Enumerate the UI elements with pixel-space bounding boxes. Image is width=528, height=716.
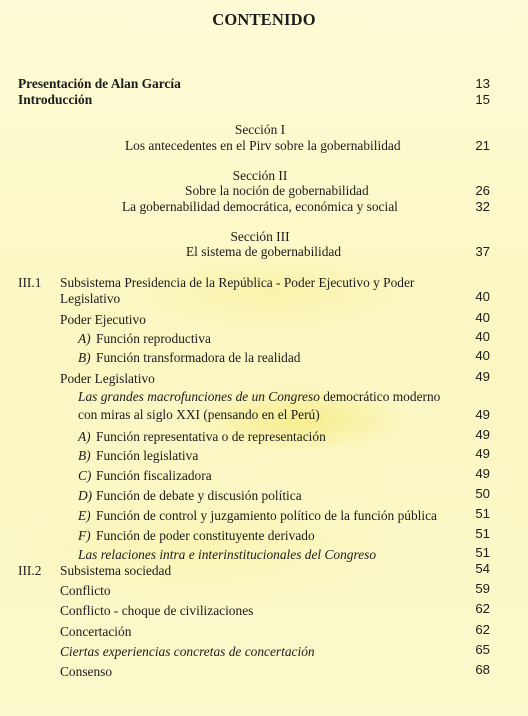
- toc-page-funcion-legislativa: 49: [475, 446, 490, 461]
- subsection-title-III2: Subsistema sociedad: [60, 563, 172, 578]
- section-3-page-1: 37: [475, 244, 490, 259]
- subsection-number-III2: III.2: [18, 563, 42, 578]
- subsection-title-III1-line2: Legislativo: [60, 291, 121, 306]
- toc-page-funcion-debate: 50: [475, 486, 490, 501]
- section-1-heading: Sección I: [234, 122, 286, 137]
- section-1-entry-1: Los antecedentes en el Pirv sobre la gobernabilidad: [125, 138, 401, 153]
- toc-page-concertacion: 62: [475, 622, 490, 637]
- subsection-page-III1: 40: [475, 289, 490, 304]
- section-2-page-1: 26: [475, 183, 490, 198]
- toc-page-poder-ejecutivo: 40: [475, 310, 490, 325]
- toc-page-funcion-transformadora: 40: [475, 348, 490, 363]
- toc-entry-funcion-debate: D) Función de debate y discusión política: [78, 488, 302, 503]
- toc-entry-introduccion: Introducción: [18, 92, 93, 107]
- toc-page-funcion-representativa: 49: [475, 427, 490, 442]
- section-3-heading: Sección III: [230, 229, 290, 244]
- section-1-page-1: 21: [475, 138, 490, 153]
- toc-entry-funcion-reproductiva: A) Función reproductiva: [78, 331, 211, 346]
- toc-page-poder-constituyente: 51: [475, 526, 490, 541]
- toc-entry-macrofunciones-line1: Las grandes macrofunciones de un Congreso democrático moderno: [78, 389, 441, 404]
- toc-entry-concertacion: Concertación: [60, 624, 132, 639]
- toc-page-macrofunciones: 49: [475, 407, 490, 422]
- toc-entry-conflicto-choque: Conflicto - choque de civilizaciones: [60, 603, 254, 618]
- toc-entry-funcion-fiscalizadora: C) Función fiscalizadora: [78, 468, 212, 483]
- toc-entry-presentacion: Presentación de Alan García: [18, 76, 181, 91]
- toc-entry-funcion-representativa: A) Función representativa o de representación: [78, 429, 326, 444]
- toc-entry-funcion-legislativa: B) Función legislativa: [78, 448, 199, 463]
- toc-page-consenso: 68: [475, 662, 490, 677]
- toc-entry-conflicto: Conflicto: [60, 583, 111, 598]
- toc-page-relaciones: 51: [475, 545, 490, 560]
- toc-page-conflicto-choque: 62: [475, 601, 490, 616]
- toc-page-experiencias: 65: [475, 642, 490, 657]
- page-title: CONTENIDO: [212, 10, 316, 29]
- toc-page-funcion-fiscalizadora: 49: [475, 466, 490, 481]
- section-2-entry-2: La gobernabilidad democrática, económica y social: [122, 199, 398, 214]
- section-2-page-2: 32: [475, 199, 490, 214]
- subsection-page-III2: 54: [475, 561, 490, 576]
- toc-entry-poder-ejecutivo: Poder Ejecutivo: [60, 312, 146, 327]
- toc-page-funcion-reproductiva: 40: [475, 329, 490, 344]
- toc-entry-poder-legislativo: Poder Legislativo: [60, 371, 155, 386]
- toc-page-poder-legislativo: 49: [475, 369, 490, 384]
- toc-entry-consenso: Consenso: [60, 664, 113, 679]
- toc-entry-poder-constituyente: F) Función de poder constituyente derivado: [78, 528, 315, 543]
- toc-entry-experiencias: Ciertas experiencias concretas de concertación: [60, 644, 315, 659]
- subsection-title-III1-line1: Subsistema Presidencia de la República - Poder Ejecutivo y Poder: [60, 275, 415, 290]
- section-3-entry-1: El sistema de gobernabilidad: [186, 244, 342, 259]
- section-2-heading: Sección II: [232, 168, 288, 183]
- subsection-number-III1: III.1: [18, 275, 42, 290]
- toc-page-introduccion: 15: [475, 92, 490, 107]
- toc-entry-funcion-transformadora: B) Función transformadora de la realidad: [78, 350, 301, 365]
- toc-entry-macrofunciones-line2: con miras al siglo XXI (pensando en el Perú): [78, 407, 320, 422]
- toc-page-conflicto: 59: [475, 581, 490, 596]
- toc-page-funcion-control: 51: [475, 506, 490, 521]
- toc-entry-funcion-control: E) Función de control y juzgamiento político de la función pública: [78, 508, 438, 523]
- toc-entry-relaciones: Las relaciones intra e interinstitucionales del Congreso: [78, 547, 377, 562]
- section-2-entry-1: Sobre la noción de gobernabilidad: [185, 183, 369, 198]
- toc-page-presentacion: 13: [475, 76, 490, 91]
